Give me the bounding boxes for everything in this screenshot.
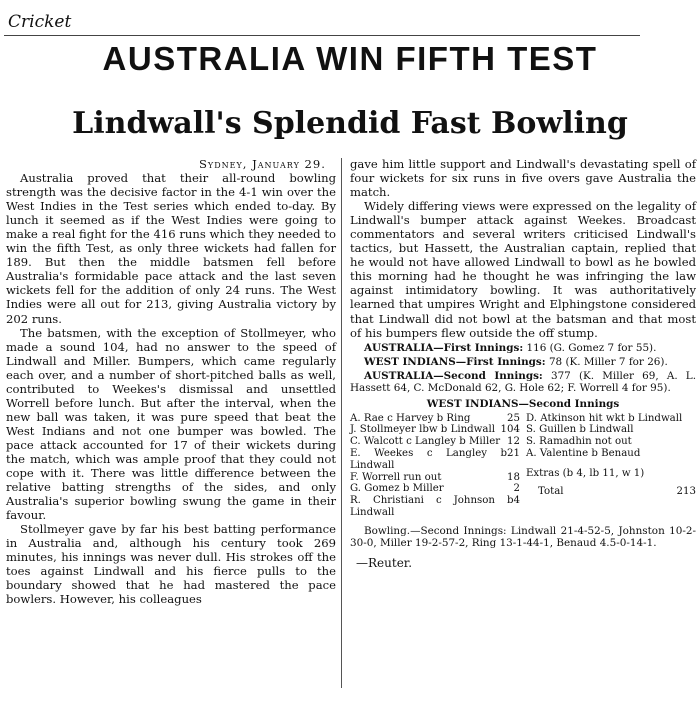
paragraph: gave him little support and Lindwall's devastating spell of four wickets for six runs in five overs gave Australia the match. xyxy=(350,157,696,200)
batsman: F. Worrell run out xyxy=(350,471,442,483)
score-label: WEST INDIANS—First Innings: xyxy=(364,355,546,368)
score-label: AUSTRALIA—First Innings: xyxy=(364,341,524,354)
runs: 104 xyxy=(500,424,520,436)
batsman: C. Walcott c Langley b Miller xyxy=(350,436,501,448)
runs: 21 xyxy=(507,448,520,460)
batsman: J. Stollmeyer lbw b Lindwall xyxy=(350,424,495,436)
subheadline: Lindwall's Splendid Fast Bowling xyxy=(72,106,628,141)
batting-row xyxy=(350,413,520,425)
score-aus-first xyxy=(350,342,696,354)
column-divider xyxy=(341,158,342,688)
extras: Extras (b 4, lb 11, w 1) xyxy=(526,467,645,479)
batting-row xyxy=(350,424,520,436)
runs: 25 xyxy=(507,412,520,424)
runs: 12 xyxy=(507,436,520,448)
total-row xyxy=(526,486,696,498)
batsman: D. Atkinson hit wkt b Lindwall xyxy=(526,412,683,424)
batsman: S. Ramadhin not out xyxy=(526,436,632,448)
paragraph: The batsmen, with the exception of Stollmeyer, who made a sound 104, had no answer to the speed of Lindwall and Miller. Bumpers, which came regularly each over, and a number of short-pitched balls as well, contributed to Weekes's dismissal and unsettled Worrell before lunch. But after the interval, when the new ball was taken, it was pure speed that beat the West Indians and not one bumper was bowled. The pace attack accounted for 17 of their wickets during the match, which was ample proof that they could not cope with it. There was little difference between the relative batting strengths of the sides, and only Australia's superior bowling swung the game in their favour. xyxy=(6,325,336,523)
headline: AUSTRALIA WIN FIFTH TEST xyxy=(102,40,598,77)
total-label: Total xyxy=(538,485,564,497)
runs: 4 xyxy=(513,495,520,507)
bowling-figures: Bowling.—Second Innings: Lindwall 21-4-52-5, Johnston 10-2-30-0, Miller 19-2-57-2, Ring 13-1-44-1, Benaud 4.5-0-14-1. xyxy=(350,524,696,550)
score-text: 116 (G. Gomez 7 for 55). xyxy=(526,341,657,354)
batting-row xyxy=(350,448,520,472)
batting-left xyxy=(350,413,520,519)
batsman: E. Weekes c Langley b Lindwall xyxy=(350,448,508,471)
section-label: Cricket xyxy=(8,12,72,32)
byline-reuter: —Reuter. xyxy=(356,555,413,570)
total-value: 213 xyxy=(676,485,696,497)
batsman: A. Rae c Harvey b Ring xyxy=(350,412,471,424)
top-rule xyxy=(4,35,640,36)
batting-row xyxy=(350,436,520,448)
article-column-2 xyxy=(350,157,696,570)
batting-right xyxy=(526,413,696,519)
batting-row xyxy=(350,495,520,519)
paragraph: Australia proved that their all-round bowling strength was the decisive factor in the 4-1 win over the West Indies in the Test series which ended to-day. By lunch it seemed as if the West Indies were going to make a real fight for the 416 runs which they needed to win the fifth Test, as only three wickets had fallen for 189. But then the middle batsmen fell before Australia's formidable pace attack and the last seven wickets fell for the addition of only 24 runs. The West Indies were all out for 213, giving Australia victory by 202 runs. xyxy=(6,171,336,326)
score-wi-first xyxy=(350,356,696,368)
score-text: 377 (K. Miller 69, A. L. Hassett 64, C. McDonald 62, G. Hole 62; F. Worrell 4 for 95). xyxy=(350,369,696,394)
batsman: R. Christiani c Johnson b Lindwall xyxy=(350,495,514,519)
batting-row xyxy=(526,413,696,425)
dateline: Sydney, January 29. xyxy=(198,157,326,171)
batting-row xyxy=(526,448,696,460)
paragraph: Stollmeyer gave by far his best batting performance in Australia and, although his century took 269 minutes, his innings was never dull. His strokes off the toes against Lindwall and his fierce pulls to the boundary showed that he had mastered the pace bowlers. However, his colleagues xyxy=(6,522,336,607)
paragraph: Widely differing views were expressed on the legality of Lindwall's bumper attack against Weekes. Broadcast commentators and several writers criticised Lindwall's tactics, but Hassett, the Australian captain, replied that he would not have allowed Lindwall to bowl as he bowled this morning had he thought he was infringing the law against intimidatory bowling. It was authoritatively learned that umpires Wright and Elphingstone considered that Lindwall did not bowl at the batsman and that most of his bumpers flew outside the off stump. xyxy=(350,199,696,340)
score-text: 78 (K. Miller 7 for 26). xyxy=(548,355,668,368)
article-column-1 xyxy=(6,157,336,607)
batting-row xyxy=(526,424,696,436)
batting-row xyxy=(350,483,520,495)
batsman: A. Valentine b Benaud xyxy=(526,448,641,460)
wi-second-heading: WEST INDIANS—Second Innings xyxy=(426,397,620,410)
batting-scorecard xyxy=(350,413,696,519)
score-aus-second xyxy=(350,370,696,394)
runs: 2 xyxy=(513,483,520,495)
batting-row xyxy=(526,436,696,448)
runs: 18 xyxy=(507,471,520,483)
score-label: AUSTRALIA—Second Innings: xyxy=(364,369,543,382)
batsman: G. Gomez b Miller xyxy=(350,483,444,495)
batsman: S. Guillen b Lindwall xyxy=(526,424,634,436)
batting-row xyxy=(350,472,520,484)
